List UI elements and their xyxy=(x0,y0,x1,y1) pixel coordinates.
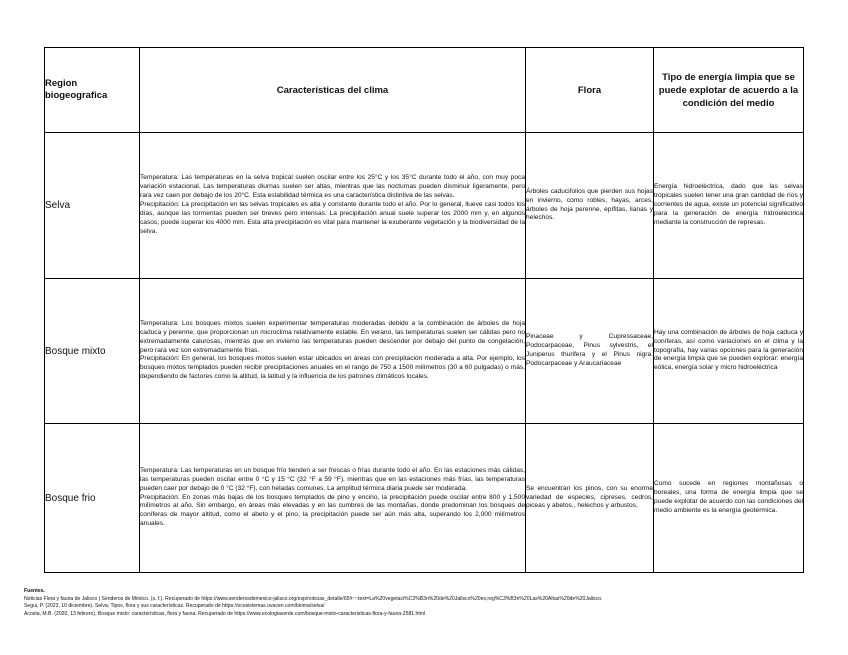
header-flora: Flora xyxy=(526,48,654,133)
source-line: Noticias Flora y fauna de Jalisco | Senderos de México. (s. f.). Recuperado de https://www.senderosdemexico-jalisco.org/esp/noticias_detalle/65#:~:text=La%20vegetaci%C3%B3n%20de%20Jalisco%20es,reg%C3%B3n%20Las%20Altas%20de%20Jalisco. xyxy=(24,595,603,602)
table-row-selva xyxy=(45,133,804,279)
energia-cell: Hay una combinación de árboles de hoja caduca y coníferas, así como variaciones en el clima y la topografía, hay varias opciones para la generación de energía limpia que se pueden explorar: energía eólica, energía solar y micro hidroeléctrica xyxy=(654,279,804,424)
sources-title: Fuentes. xyxy=(24,588,45,594)
region-cell: Selva xyxy=(45,133,140,279)
energia-cell: Como sucede en regiones montañosas o boreales, una forma de energía limpia que se puede explotar de acuerdo con las condiciones del medio ambiente es la energía geotérmica. xyxy=(654,424,804,573)
header-region: Region biogeografica xyxy=(45,48,140,133)
sources-section xyxy=(24,588,834,619)
clima-temperatura: Temperatura: Los bosques mixtos suelen experimentar temperaturas moderadas debido a la combinación de árboles de hoja caduca y perenne, que proporcionan un microclima relativamente estable. En verano, las temperaturas suelen ser cálidas pero no extremadamente calurosas, mientras que en invierno las temperaturas pueden descender por debajo del punto de congelación, pero rara vez son extremadamente frías. xyxy=(140,319,525,354)
clima-temperatura: Temperatura: Las temperaturas en un bosque frío tienden a ser frescas o frías durante todo el año. En las estaciones más cálidas, las temperaturas pueden oscilar entre 0 °C y 15 °C (32 °F a 59 °F), mientras que en las estaciones más frías, las temperaturas pueden caer por debajo de 0 °C (32 °F), con heladas comunes. La amplitud térmica diaria puede ser moderada. xyxy=(140,466,525,492)
region-cell: Bosque frio xyxy=(45,424,140,573)
source-line: Segui, P. (2023, 10 diciembre). Selva; Tipos, flora y sus características. Recuperado de https://ecosistemas.ovacen.com/bioma/selva/ xyxy=(24,603,325,610)
flora-cell: Se encuentran los pinos, con su enorme variedad de especies, cipreses, cedros, piceas y abetos., helechos y arbustos, xyxy=(526,424,654,573)
header-energia: Tipo de energía limpia que se puede explotar de acuerdo a la condición del medio xyxy=(654,48,804,133)
clima-temperatura: Temperatura: Las temperaturas en la selva tropical suelen oscilar entre los 25°C y los 35°C durante todo el año, con muy poca variación estacional. Las temperaturas diurnas suelen ser altas, mientras que las nocturnas pueden disminuir ligeramente, pero rara vez caen por debajo de los 20°C. Esta estabilidad térmica es una característica distintiva de las selvas. xyxy=(140,174,525,200)
clima-precipitacion: Precipitación: En general, los bosques mixtos suelen estar ubicados en áreas con precipitación moderada a alta. Por ejemplo, los bosques mixtos templados pueden recibir precipitaciones anuales en el rango de 750 a 1500 milímetros (30 a 60 pulgadas) o más, dependiendo de factores como la altitud, la latitud y la influencia de los patrones climáticos locales. xyxy=(140,355,525,381)
table-row-bosque-mixto xyxy=(45,279,804,424)
region-cell: Bosque mixto xyxy=(45,279,140,424)
clima-cell xyxy=(140,133,526,279)
clima-precipitacion: Precipitación: La precipitación en las selvas tropicales es alta y constante durante todo el año. Por lo general, llueve casi todos los días, aunque las tormentas pueden ser breves pero intensas. La precipitación anual suele superar los 2000 mm y, en algunos casos, puede superar los 4000 mm. Esta alta precipitación es vital para mantener la exuberante vegetación y la biodiversidad de la selva. xyxy=(140,201,525,235)
energia-cell: Energía hidroeléctrica, dado que las selvas tropicales suelen tener una gran cantidad de ríos y corrientes de agua, existe un potencial significativo para la generación de energía hidroeléctrica mediante la construcción de represas. xyxy=(654,133,804,279)
clima-cell xyxy=(140,279,526,424)
table-row-bosque-frio xyxy=(45,424,804,573)
flora-cell: Árboles caducifolios que pierden sus hojas en invierno, como robles, hayas, arces, árboles de hoja perenne, epífitas, lianas y helechos. xyxy=(526,133,654,279)
flora-cell: Pinaceae y Cupressaceae, Podocarpaceae, Pinus sylvestris, el Juniperus thurifera y el Pinus nigra. Podocarpaceae y Araucariaceae xyxy=(526,279,654,424)
header-row xyxy=(45,48,804,133)
clima-precipitacion: Precipitación: En zonas más bajas de los bosques templados de pino y encino, la precipitación puede oscilar entre 800 y 1,500 milímetros al año. Sin embargo, en áreas más elevadas y en las cumbres de las montañas, donde predominan los bosques de coníferas de mayor altitud, como el abeto y el pino, la precipitación puede ser aún más alta, superando los 2,000 milímetros anuales. xyxy=(140,493,525,528)
source-line: Acosta, M.B. (2020, 13 febrero). Bosque mixto: características, flora y fauna. Recuperado de https://www.ecologiaverde.com/bosque-mixto-caracteristicas-flora-y-fauna-2581.html xyxy=(24,611,426,618)
clima-cell xyxy=(140,424,526,573)
climate-table xyxy=(44,47,804,573)
header-clima: Características del clima xyxy=(140,48,526,133)
